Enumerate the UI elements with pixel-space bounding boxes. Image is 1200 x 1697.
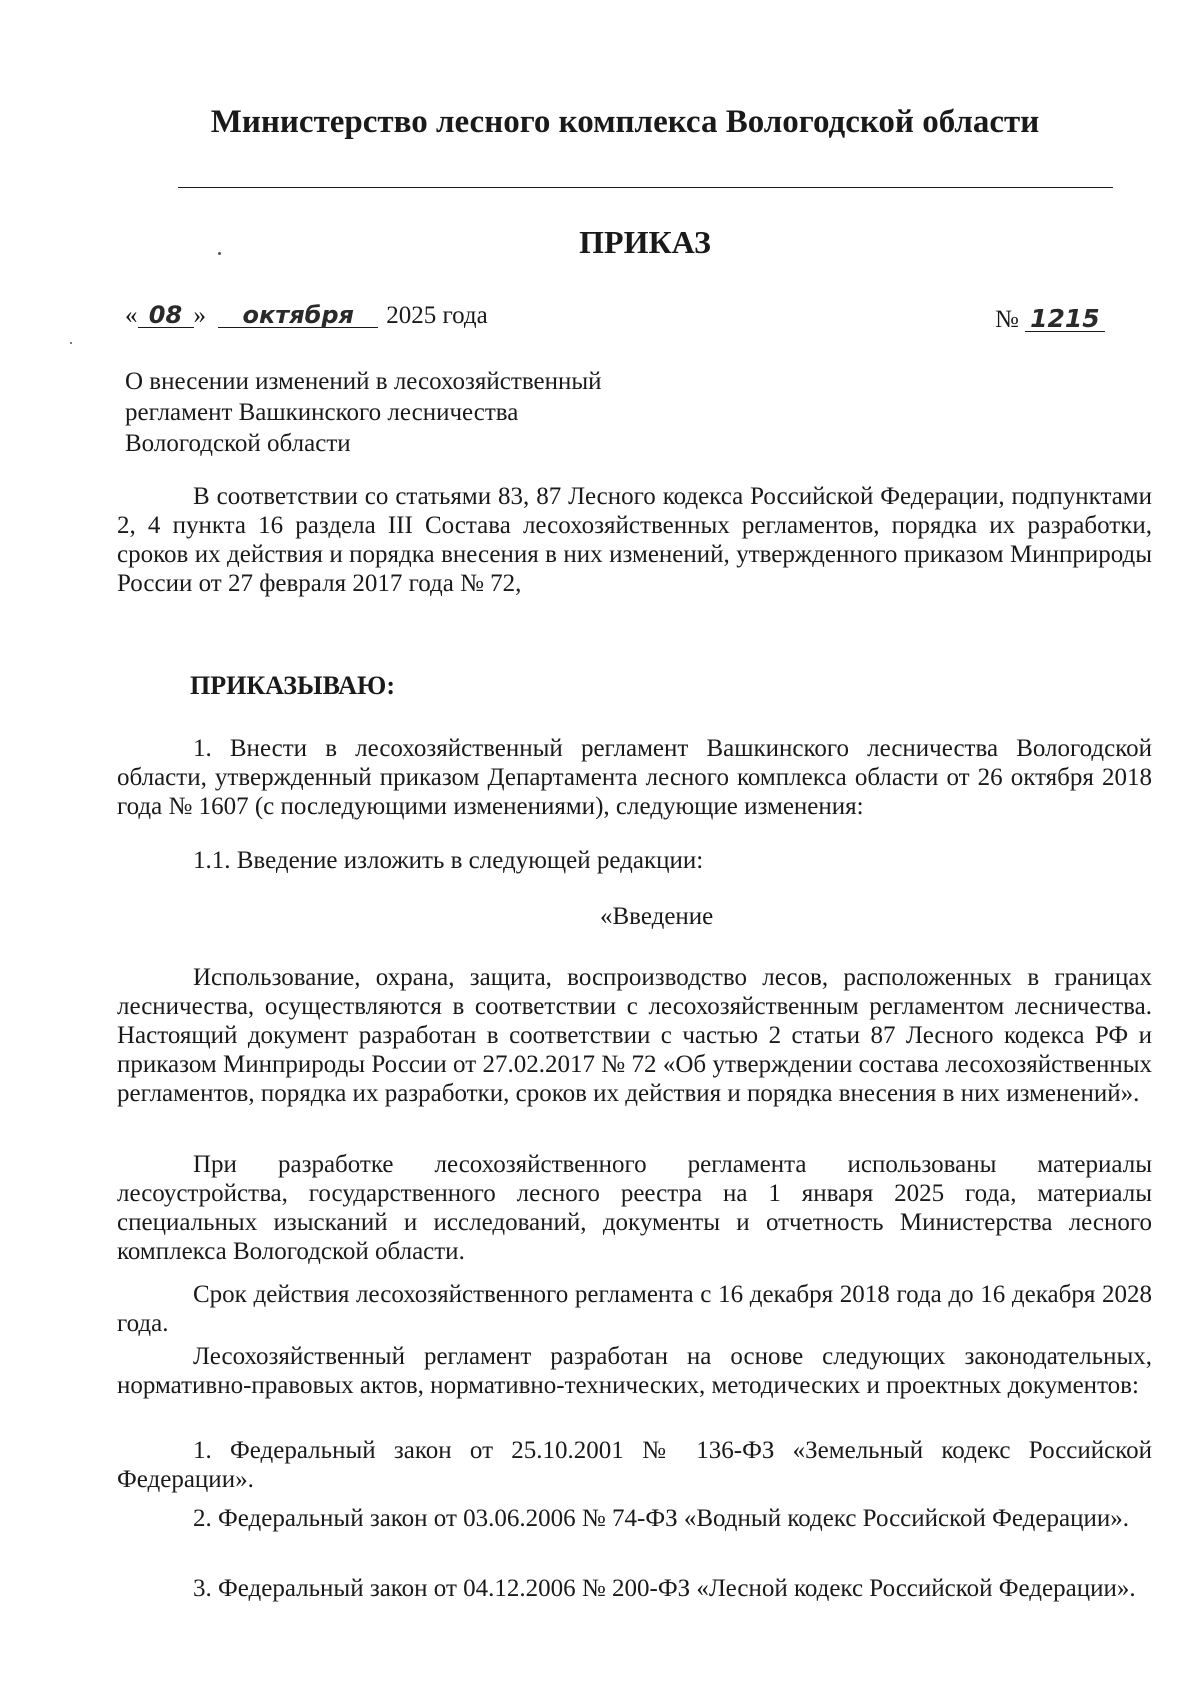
introduction-title: «Введение xyxy=(600,903,714,930)
order-number-handwritten: 1215 xyxy=(1025,306,1105,332)
order-date xyxy=(125,302,488,330)
date-year: 2025 года xyxy=(386,302,488,329)
introduction-paragraph-1: Использование, охрана, защита, воспроизводство лесов, расположенных в границах лесничества, осуществляются в соответствии с лесохозяйственным регламентом лесничества. Настоящий документ разработан в соответствии с частью 2 статьи 87 Лесного кодекса РФ и приказом Минприроды России от 27.02.2017 № 72 «Об утверждении состава лесохозяйственных регламентов, порядка их разработки, сроков их действия и порядка внесения в них изменений». xyxy=(117,964,1152,1107)
document-type-title: ПРИКАЗ xyxy=(579,224,711,260)
subject-line: регламент Вашкинского лесничества xyxy=(125,399,519,426)
clause-1-1: 1.1. Введение изложить в следующей редакции: xyxy=(193,847,704,874)
ministry-title: Министерство лесного комплекса Вологодской области xyxy=(210,104,1040,140)
order-number-label: № xyxy=(995,306,1019,333)
scan-speck xyxy=(218,252,221,255)
date-close-quote: » xyxy=(193,302,206,329)
introduction-paragraph-4: Лесохозяйственный регламент разработан на основе следующих законодательных, нормативно-правовых актов, нормативно-технических, методических и проектных документов: xyxy=(117,1343,1152,1399)
list-item: 2. Федеральный закон от 03.06.2006 № 74-ФЗ «Водный кодекс Российской Федерации». xyxy=(193,1505,1129,1532)
date-month-handwritten: октября xyxy=(218,303,378,328)
date-day-handwritten: 08 xyxy=(138,303,194,328)
subject-line: О внесении изменений в лесохозяйственный xyxy=(125,368,602,395)
subject-line: Вологодской области xyxy=(125,430,351,457)
order-subject xyxy=(125,366,602,459)
list-item: 1. Федеральный закон от 25.10.2001 № 136-ФЗ «Земельный кодекс Российской Федерации». xyxy=(117,1437,1152,1493)
date-open-quote: « xyxy=(125,302,138,329)
list-item: 3. Федеральный закон от 04.12.2006 № 200-ФЗ «Лесной кодекс Российской Федерации». xyxy=(193,1575,1136,1602)
order-command-heading: ПРИКАЗЫВАЮ: xyxy=(190,671,395,700)
order-number xyxy=(995,306,1105,334)
clause-1: 1. Внести в лесохозяйственный регламент Вашкинского лесничества Вологодской области, утвержденный приказом Департамента лесного комплекса области от 26 октября 2018 года № 1607 (с последующими изменениями), следующие изменения: xyxy=(117,735,1152,820)
introduction-paragraph-3: Срок действия лесохозяйственного регламента с 16 декабря 2018 года до 16 декабря 2028 года. xyxy=(117,1281,1152,1337)
preamble-paragraph: В соответствии со статьями 83, 87 Лесного кодекса Российской Федерации, подпунктами 2, 4 пункта 16 раздела III Состава лесохозяйственных регламентов, порядка их разработки, сроков их действия и порядка внесения в них изменений, утвержденного приказом Минприроды России от 27 февраля 2017 года № 72, xyxy=(117,483,1152,597)
introduction-paragraph-2: При разработке лесохозяйственного регламента использованы материалы лесоустройства, государственного лесного реестра на 1 января 2025 года, материалы специальных изысканий и исследований, документы и отчетность Министерства лесного комплекса Вологодской области. xyxy=(117,1151,1152,1265)
header-divider xyxy=(178,187,1113,188)
scan-speck xyxy=(70,342,72,344)
